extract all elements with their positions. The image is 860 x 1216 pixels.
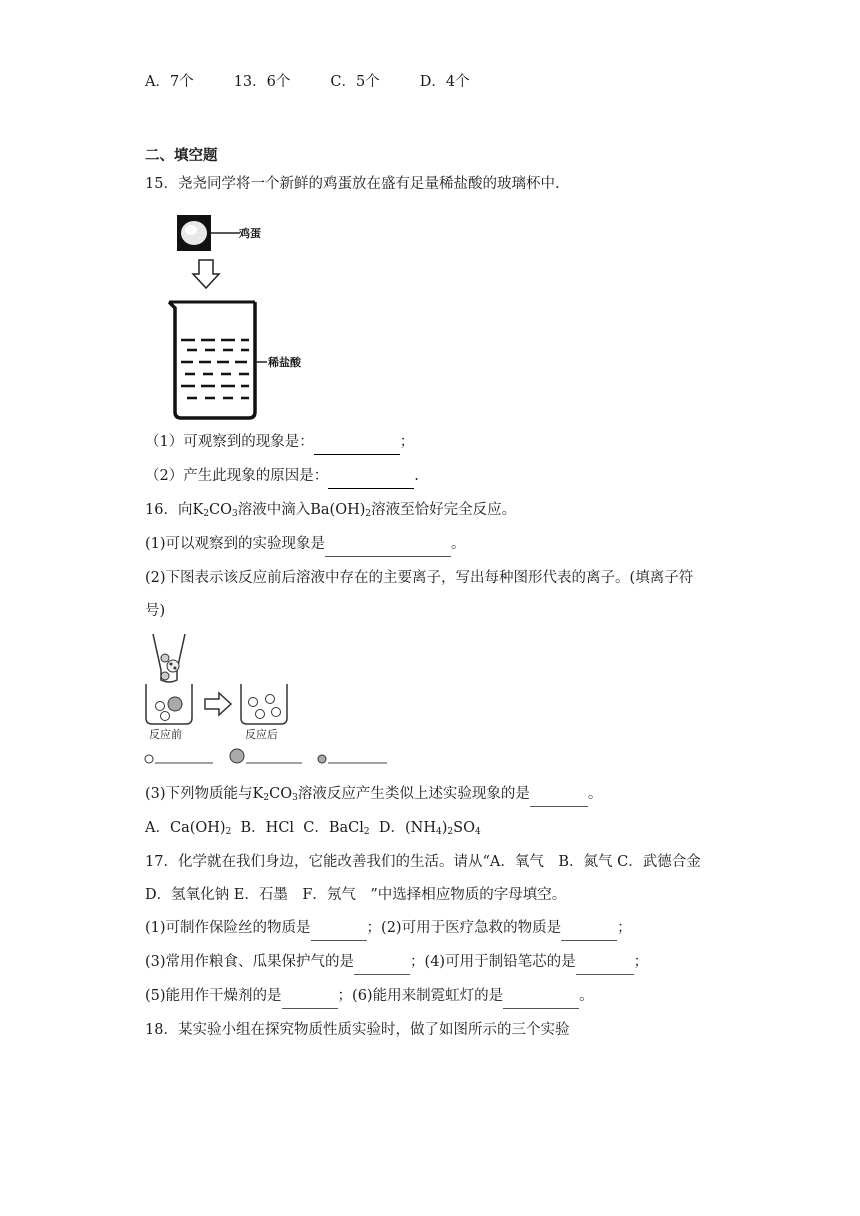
section-title: 二、填空题 — [145, 148, 218, 164]
beaker-outline — [169, 302, 255, 418]
ion-figure-svg — [143, 632, 403, 772]
q17-blank-1 — [311, 920, 367, 941]
q16-option-a: A．$Ca(OH)_2$ — [145, 820, 232, 837]
q16-option-b: B．HCl — [240, 820, 295, 836]
q17-blank-3 — [354, 954, 410, 975]
q17-row2: (3)常用作粮食、瓜果保护气的是 ；(4)可用于制铅笔芯的是 ； — [145, 952, 648, 975]
ion-figure — [143, 632, 403, 772]
q15-part1: （1）可观察到的现象是： ； — [145, 432, 414, 455]
q15-part2: （2）产生此现象的原因是： . — [145, 466, 419, 489]
q15-stem: 15．尧尧同学将一个新鲜的鸡蛋放在盛有足量稀盐酸的玻璃杯中. — [145, 176, 560, 192]
q18-stem: 18．某实验小组在探究物质性质实验时，做了如图所示的三个实验 — [145, 1022, 570, 1038]
egg-label: 鸡蛋 — [239, 227, 261, 240]
q15-blank-2 — [328, 468, 414, 489]
q16-part2-line1: (2)下图表示该反应前后溶液中存在的主要离子，写出每种图形代表的离子。(填离子符 — [145, 570, 694, 586]
q15-blank-1 — [314, 434, 400, 455]
q14-option-a: A．7个 — [145, 74, 194, 90]
label-before: 反应前 — [149, 728, 182, 741]
small-white-ion-icon — [145, 755, 153, 763]
q17-blank-2 — [561, 920, 617, 941]
acid-liquid — [181, 340, 249, 398]
large-gray-ion-icon — [230, 749, 244, 763]
q17-blank-6 — [503, 988, 579, 1009]
q16-option-d: D．$(NH_4)_2SO_4$ — [378, 820, 481, 837]
beaker-after — [241, 684, 287, 724]
q16-blank-3 — [530, 786, 588, 807]
label-after: 反应后 — [245, 728, 278, 741]
q16-blank-1 — [325, 536, 451, 557]
q14-options — [145, 72, 510, 92]
q16-part3: (3)下列物质能与$K_2CO_3$溶液反应产生类似上述实验现象的是 。 — [145, 784, 602, 807]
down-arrow-icon — [193, 260, 219, 288]
q17-blank-5 — [282, 988, 338, 1009]
acid-label: 稀盐酸 — [268, 356, 301, 369]
q17-row3: (5)能用作干燥剂的是 ；(6)能用来制霓虹灯的是 。 — [145, 986, 594, 1009]
right-arrow-icon — [205, 693, 231, 715]
q16-options — [145, 818, 481, 838]
q16-part1: (1)可以观察到的实验现象是 。 — [145, 534, 466, 557]
egg-beaker-svg — [165, 212, 365, 424]
small-gray-ion-icon — [318, 755, 326, 763]
egg-beaker-figure — [165, 212, 365, 424]
q17-row1: (1)可制作保险丝的物质是 ；(2)可用于医疗急救的物质是 ； — [145, 918, 632, 941]
q17-line1: 17．化学就在我们身边，它能改善我们的生活。请从“A．氧气 B．氮气 C．武德合金 — [145, 854, 701, 870]
q14-option-b: 13．6个 — [233, 74, 291, 90]
q17-line2: D．氢氧化钠 E．石墨 F．氖气 ”中选择相应物质的字母填空。 — [145, 887, 567, 903]
q17-blank-4 — [576, 954, 634, 975]
q16-stem: 16．向$K_2CO_3$溶液中滴入$Ba(OH)_2$溶液至恰好完全反应。 — [145, 502, 517, 519]
q14-option-c: C．5个 — [330, 74, 380, 90]
q14-option-d: D．4个 — [419, 74, 470, 90]
q16-option-c: C．BaCl$_2$ — [303, 820, 370, 837]
q16-part2-line2: 号) — [145, 603, 166, 619]
